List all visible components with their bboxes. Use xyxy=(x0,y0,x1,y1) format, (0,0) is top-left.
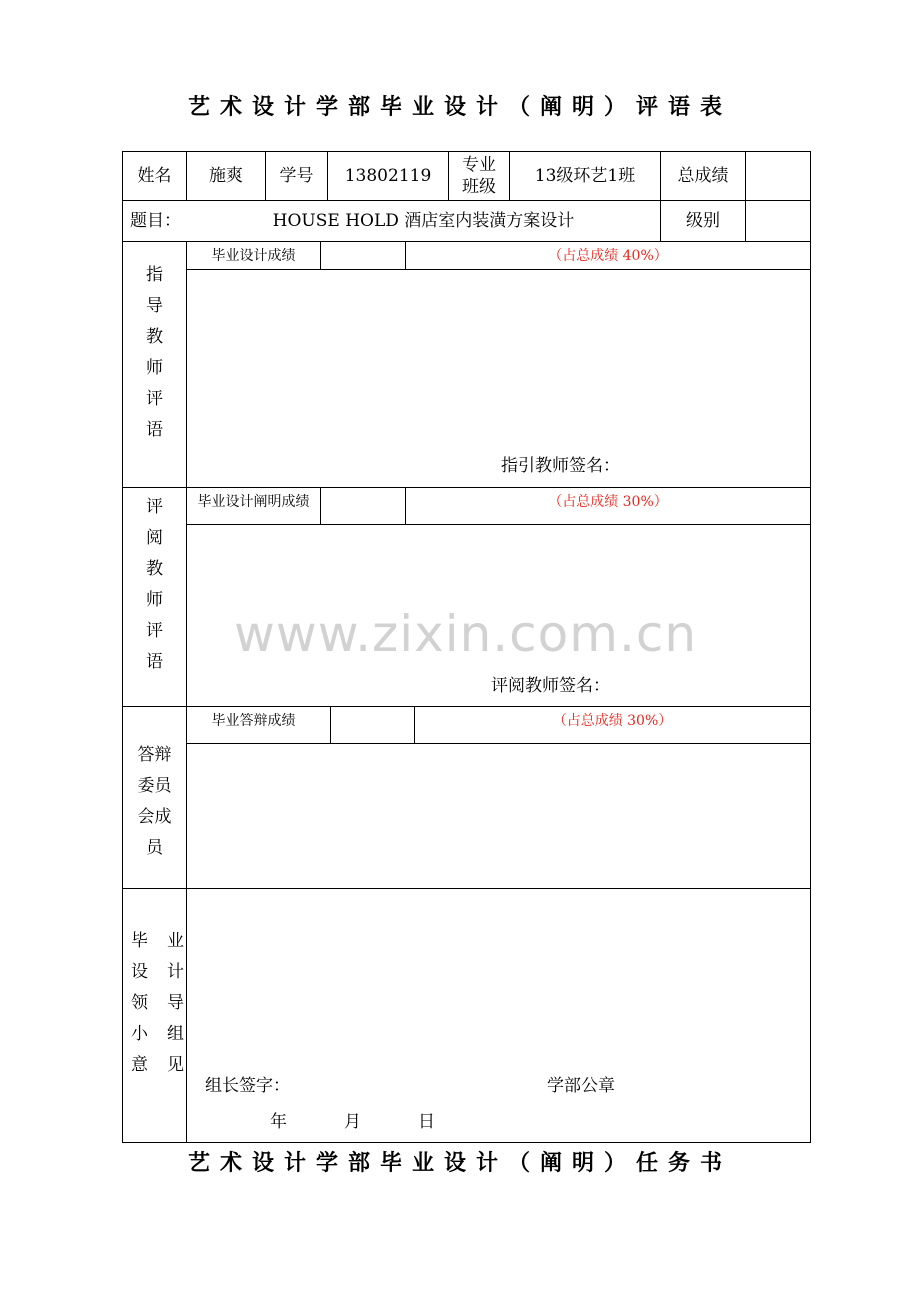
advisor-weight-note: （占总成绩 40%） xyxy=(548,247,668,264)
reviewer-side-label: 评 阅 教 师 评 语 xyxy=(146,497,163,672)
date-year-label: 年 xyxy=(270,1112,287,1132)
total-score-value[interactable] xyxy=(746,152,810,200)
major-label: 专业 xyxy=(462,155,496,175)
leader-signature-label: 组长签字： xyxy=(205,1076,290,1096)
defense-score-input[interactable] xyxy=(331,707,414,743)
defense-score-label: 毕业答辩成绩 xyxy=(211,713,296,729)
advisor-signature-label: 指引教师签名： xyxy=(501,456,620,476)
date-month-label: 月 xyxy=(344,1112,361,1132)
class-label: 班级 xyxy=(462,177,496,197)
advisor-side-label: 指 导 教 师 评 语 xyxy=(146,265,163,440)
grade-label: 级别 xyxy=(686,211,720,231)
class-value: 13级环艺1班 xyxy=(534,166,636,186)
reviewer-score-input[interactable] xyxy=(321,488,405,524)
watermark: www.zixin.com.cn xyxy=(234,605,698,663)
reviewer-comment-area[interactable] xyxy=(187,525,810,665)
advisor-score-label: 毕业设计成绩 xyxy=(211,247,296,264)
grade-value[interactable] xyxy=(746,201,810,241)
page-title: 艺术设计学部毕业设计（阐明）评语表 xyxy=(187,95,732,120)
date-day-label: 日 xyxy=(418,1112,435,1132)
advisor-comment-area[interactable] xyxy=(187,270,810,450)
reviewer-signature-label: 评阅教师签名： xyxy=(491,676,610,696)
reviewer-score-label: 毕业设计阐明成绩 xyxy=(197,494,310,510)
leadership-side-label: 毕 业 设 计 领 导 小 组 意 见 xyxy=(131,931,184,1075)
leadership-comment-area[interactable] xyxy=(187,889,810,1059)
topic-value: HOUSE HOLD 酒店室内装潢方案设计 xyxy=(272,211,575,231)
reviewer-weight-note: （占总成绩 30%） xyxy=(548,494,668,510)
name-value: 施爽 xyxy=(209,166,243,186)
major-class-label xyxy=(449,152,509,200)
defense-side-label: 答辩 委员 会成 员 xyxy=(137,745,172,858)
student-no-value: 13802119 xyxy=(344,166,432,186)
total-score-label: 总成绩 xyxy=(677,166,729,186)
advisor-score-input[interactable] xyxy=(321,242,405,269)
name-label: 姓名 xyxy=(137,166,172,186)
defense-comment-area[interactable] xyxy=(187,744,810,887)
topic-label: 题目： xyxy=(130,211,181,231)
task-book-title: 艺术设计学部毕业设计（阐明）任务书 xyxy=(187,1151,732,1176)
student-no-label: 学号 xyxy=(279,166,314,186)
department-seal-label: 学部公章 xyxy=(547,1076,615,1096)
defense-weight-note: （占总成绩 30%） xyxy=(552,713,673,729)
